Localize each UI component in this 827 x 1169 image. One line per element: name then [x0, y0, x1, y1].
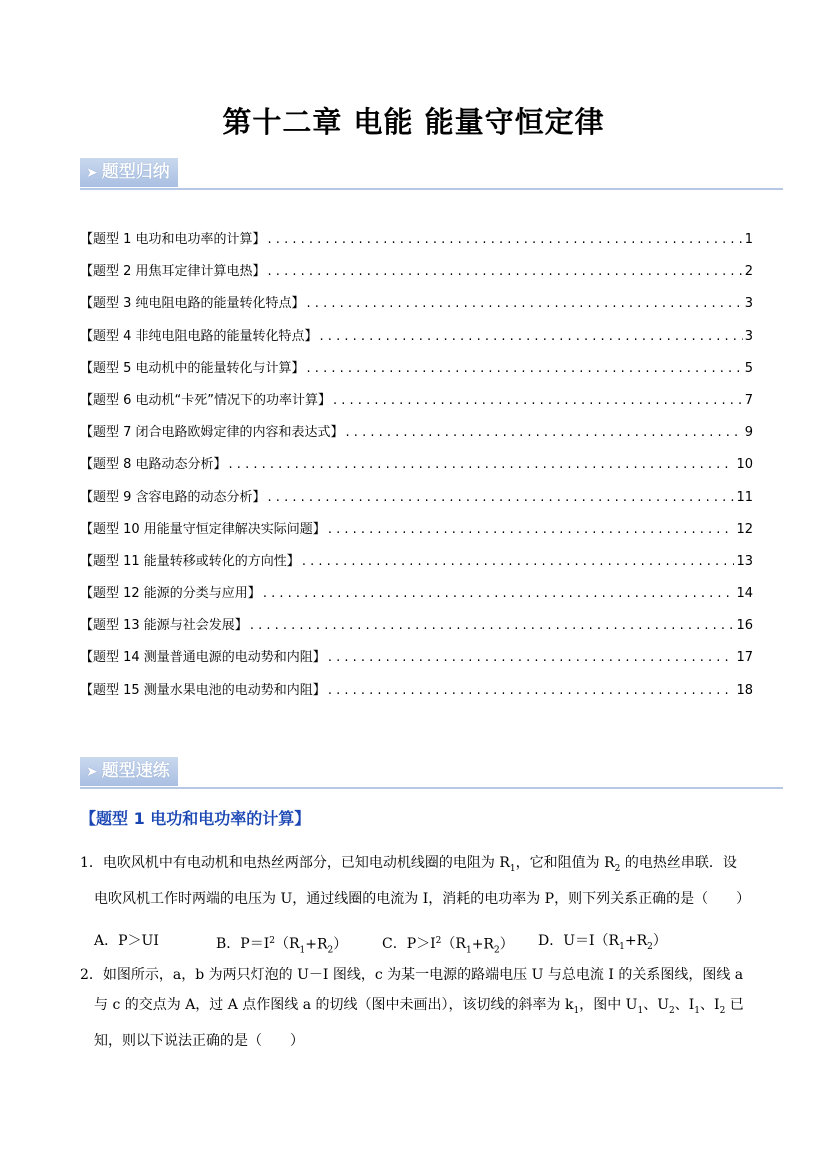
toc-leader-dots	[250, 618, 735, 633]
toc-entry[interactable]	[80, 357, 753, 389]
toc-entry[interactable]	[80, 582, 753, 614]
toc-entry-label: 【题型 8 电路动态分析】	[80, 457, 227, 473]
toc-entry-label: 【题型 2 用焦耳定律计算电热】	[80, 264, 266, 280]
toc-entry[interactable]	[80, 292, 753, 324]
toc-leader-dots	[346, 425, 743, 440]
toc-entry[interactable]	[80, 389, 753, 421]
toc-entry-page: 13	[736, 553, 753, 569]
toc-leader-dots	[229, 457, 735, 472]
toc-entry[interactable]	[80, 228, 753, 260]
toc-entry[interactable]	[80, 453, 753, 485]
toc-entry-label: 【题型 5 电动机中的能量转化与计算】	[80, 360, 305, 376]
page-title: 第十二章 电能 能量守恒定律	[222, 105, 605, 139]
toc-leader-dots	[328, 650, 735, 665]
toc-entry[interactable]	[80, 646, 753, 678]
toc-entry-label: 【题型 7 闭合电路欧姆定律的内容和表达式】	[80, 425, 344, 441]
toc-entry-page: 7	[744, 392, 753, 408]
toc-entry-page: 18	[736, 682, 753, 698]
toc-leader-dots	[263, 586, 735, 601]
toc-leader-dots	[307, 361, 743, 376]
toc-entry-label: 【题型 9 含容电路的动态分析】	[80, 489, 266, 505]
toc-leader-dots	[268, 490, 735, 505]
option-d: D．$U=I(R_1+R_2)$	[538, 932, 667, 952]
toc-entry-label: 【题型 12 能源的分类与应用】	[80, 586, 261, 602]
toc-entry-label: 【题型 15 测量水果电池的电动势和内阻】	[80, 682, 326, 698]
toc-entry-page: 9	[744, 425, 753, 441]
toc-leader-dots	[333, 393, 743, 408]
toc-leader-dots	[268, 264, 743, 279]
toc-entry-page: 1	[744, 232, 753, 247]
toc-entry[interactable]	[80, 325, 753, 357]
toc-leader-dots	[307, 296, 743, 311]
toc-entry-label: 【题型 3 纯电阻电路的能量转化特点】	[80, 296, 305, 312]
question-2: 2．如图所示，a，b 为两只灯泡的 U－I 图线，c 为某一电源的路端电压 U 与总电流 I 的关系图线，图线 a 与 c 的交点为 A，过 A 点作图线 a 的切线（图中未画出），该切线的斜率为 $k_1$，图中 $U_1$、$U_2$、$I_1$、$I_2$ 已 知，则以下说法正确的是（ ）	[80, 967, 744, 1049]
table-of-contents	[80, 228, 753, 711]
toc-entry-label: 【题型 10 用能量守恒定律解决实际问题】	[80, 521, 326, 537]
toc-entry-page: 16	[736, 618, 753, 634]
toc-leader-dots	[328, 522, 735, 537]
toc-entry[interactable]	[80, 518, 753, 550]
toc-leader-dots	[320, 329, 743, 344]
section-label: 题型速练	[101, 761, 170, 781]
section-header-summary	[80, 158, 783, 190]
toc-entry-page: 14	[736, 586, 753, 602]
arrow-icon: ➤	[86, 764, 98, 780]
toc-entry-page: 11	[736, 489, 753, 505]
option-c: C．$P>I^2(R_1+R_2)$	[382, 935, 514, 956]
toc-entry[interactable]	[80, 421, 753, 453]
toc-entry[interactable]	[80, 486, 753, 518]
toc-entry-page: 3	[744, 296, 753, 312]
toc-entry-page: 3	[744, 328, 753, 344]
toc-leader-dots	[268, 232, 743, 247]
toc-entry[interactable]	[80, 614, 753, 646]
toc-entry-label: 【题型 14 测量普通电源的电动势和内阻】	[80, 650, 326, 666]
toc-entry[interactable]	[80, 679, 753, 711]
question-1: 1．电吹风机中有电动机和电热丝两部分，已知电动机线圈的电阻为 $R_1$，它和阻值为 $R_2$ 的电热丝串联．设 电吹风机工作时两端的电压为 U，通过线圈的电流为 I，消耗的电功率为 P，则下列关系正确的是（ ） A．P＞UI B．$P=I^2(R_1+R_2)$ C．$P>I^2(R_1+R_2)$ D．$U=I(R_1+R_2)$	[80, 848, 752, 965]
toc-entry-page: 12	[736, 521, 753, 537]
section-header-practice	[80, 757, 783, 789]
toc-entry-page: 17	[736, 650, 753, 666]
toc-entry-label: 【题型 13 能源与社会发展】	[80, 618, 248, 634]
toc-leader-dots	[302, 554, 735, 569]
toc-entry-page: 10	[736, 457, 753, 473]
option-a: A．P＞UI	[94, 932, 159, 949]
toc-entry-label: 【题型 1 电功和电功率的计算】	[80, 232, 266, 247]
toc-entry-label: 【题型 11 能量转移或转化的方向性】	[80, 553, 300, 569]
toc-leader-dots	[328, 683, 735, 698]
arrow-icon: ➤	[86, 165, 98, 181]
toc-entry-page: 2	[744, 264, 753, 280]
toc-entry-page: 5	[744, 360, 753, 376]
toc-entry[interactable]	[80, 550, 753, 582]
toc-entry[interactable]	[80, 260, 753, 292]
toc-entry-label: 【题型 4 非纯电阻电路的能量转化特点】	[80, 328, 318, 344]
option-b: B．$P=I^2(R_1+R_2)$	[216, 935, 348, 956]
section-label: 题型归纳	[101, 162, 170, 182]
toc-entry-label: 【题型 6 电动机“卡死”情况下的功率计算】	[80, 392, 332, 408]
question-type-heading: 【题型 1 电功和电功率的计算】	[80, 809, 311, 828]
